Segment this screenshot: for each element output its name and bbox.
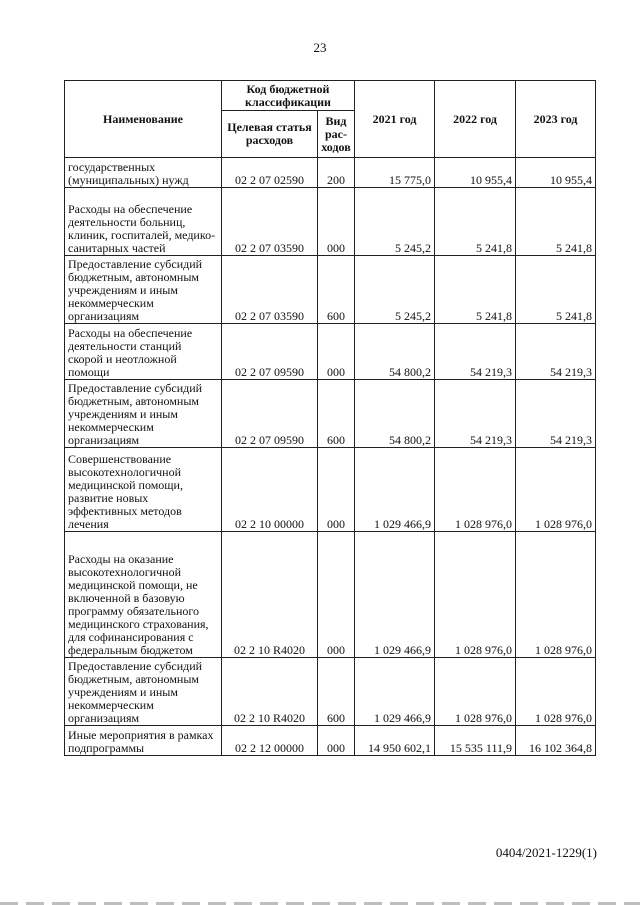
row-target-code-cell: 02 2 07 09590: [222, 380, 318, 448]
row-2023-value-cell: 10 955,4: [516, 158, 596, 188]
header-2022: 2022 год: [435, 81, 516, 158]
row-name-cell: Расходы на обеспечение деятельности станций скорой и неотложной помощи: [65, 324, 222, 380]
table-row: [65, 324, 596, 380]
row-2022-value-cell: 5 241,8: [435, 256, 516, 324]
table-row: [65, 158, 596, 188]
row-2023-value-cell: 16 102 364,8: [516, 726, 596, 756]
row-2022-value-cell: 15 535 111,9: [435, 726, 516, 756]
row-2023-value-cell: 54 219,3: [516, 324, 596, 380]
header-target: Целевая статья расходов: [222, 111, 318, 158]
row-2021-value-cell: 1 029 466,9: [355, 448, 435, 532]
row-2022-value-cell: 1 028 976,0: [435, 658, 516, 726]
row-2021-value-cell: 5 245,2: [355, 256, 435, 324]
row-2021-value-cell: 54 800,2: [355, 380, 435, 448]
row-target-code-cell: 02 2 07 02590: [222, 158, 318, 188]
header-type: Вид рас-ходов: [318, 111, 355, 158]
table-row: [65, 532, 596, 658]
table-header: [65, 81, 596, 158]
table-row: [65, 380, 596, 448]
row-target-code-cell: 02 2 07 03590: [222, 188, 318, 256]
row-expense-type-cell: 000: [318, 188, 355, 256]
row-2023-value-cell: 5 241,8: [516, 256, 596, 324]
row-expense-type-cell: 600: [318, 256, 355, 324]
row-2022-value-cell: 1 028 976,0: [435, 532, 516, 658]
row-name-cell: Предоставление субсидий бюджетным, автономным учреждениям и иным некоммерческим организациям: [65, 256, 222, 324]
header-code-group: Код бюджетной классификации: [222, 81, 355, 111]
table-row: [65, 188, 596, 256]
row-2022-value-cell: 1 028 976,0: [435, 448, 516, 532]
header-2021: 2021 год: [355, 81, 435, 158]
row-name-cell: государственных (муниципальных) нужд: [65, 158, 222, 188]
row-2021-value-cell: 1 029 466,9: [355, 532, 435, 658]
row-target-code-cell: 02 2 10 R4020: [222, 532, 318, 658]
row-2022-value-cell: 54 219,3: [435, 324, 516, 380]
header-name: Наименование: [65, 81, 222, 158]
row-2023-value-cell: 54 219,3: [516, 380, 596, 448]
row-name-cell: Иные мероприятия в рамках подпрограммы: [65, 726, 222, 756]
row-target-code-cell: 02 2 07 03590: [222, 256, 318, 324]
row-expense-type-cell: 600: [318, 380, 355, 448]
row-2023-value-cell: 1 028 976,0: [516, 448, 596, 532]
row-2022-value-cell: 10 955,4: [435, 158, 516, 188]
table-row: [65, 448, 596, 532]
document-code: 0404/2021-1229(1): [495, 845, 597, 860]
row-2021-value-cell: 5 245,2: [355, 188, 435, 256]
table-row: [65, 726, 596, 756]
row-expense-type-cell: 600: [318, 658, 355, 726]
row-expense-type-cell: 000: [318, 726, 355, 756]
row-2021-value-cell: 1 029 466,9: [355, 658, 435, 726]
row-2022-value-cell: 5 241,8: [435, 188, 516, 256]
page-number: 23: [313, 40, 327, 55]
table-body: [65, 158, 596, 756]
row-target-code-cell: 02 2 10 R4020: [222, 658, 318, 726]
table-row: [65, 256, 596, 324]
row-2021-value-cell: 54 800,2: [355, 324, 435, 380]
row-name-cell: Предоставление субсидий бюджетным, автономным учреждениям и иным некоммерческим организациям: [65, 380, 222, 448]
row-2021-value-cell: 15 775,0: [355, 158, 435, 188]
table-row: [65, 658, 596, 726]
row-2023-value-cell: 5 241,8: [516, 188, 596, 256]
row-2023-value-cell: 1 028 976,0: [516, 658, 596, 726]
row-target-code-cell: 02 2 12 00000: [222, 726, 318, 756]
row-name-cell: Предоставление субсидий бюджетным, автономным учреждениям и иным некоммерческим организациям: [65, 658, 222, 726]
row-2022-value-cell: 54 219,3: [435, 380, 516, 448]
row-name-cell: Расходы на оказание высокотехнологичной медицинской помощи, не включенной в базовую программу обязательного медицинского страхования, для софинансирования с федеральным бюджетом: [65, 532, 222, 658]
row-expense-type-cell: 000: [318, 448, 355, 532]
row-expense-type-cell: 200: [318, 158, 355, 188]
header-2023: 2023 год: [516, 81, 596, 158]
row-name-cell: Расходы на обеспечение деятельности больниц, клиник, госпиталей, медико-санитарных частей: [65, 188, 222, 256]
row-target-code-cell: 02 2 10 00000: [222, 448, 318, 532]
row-2023-value-cell: 1 028 976,0: [516, 532, 596, 658]
row-target-code-cell: 02 2 07 09590: [222, 324, 318, 380]
row-name-cell: Совершенствование высокотехнологичной медицинской помощи, развитие новых эффективных методов лечения: [65, 448, 222, 532]
row-expense-type-cell: 000: [318, 532, 355, 658]
row-2021-value-cell: 14 950 602,1: [355, 726, 435, 756]
row-expense-type-cell: 000: [318, 324, 355, 380]
budget-table: [64, 80, 596, 756]
